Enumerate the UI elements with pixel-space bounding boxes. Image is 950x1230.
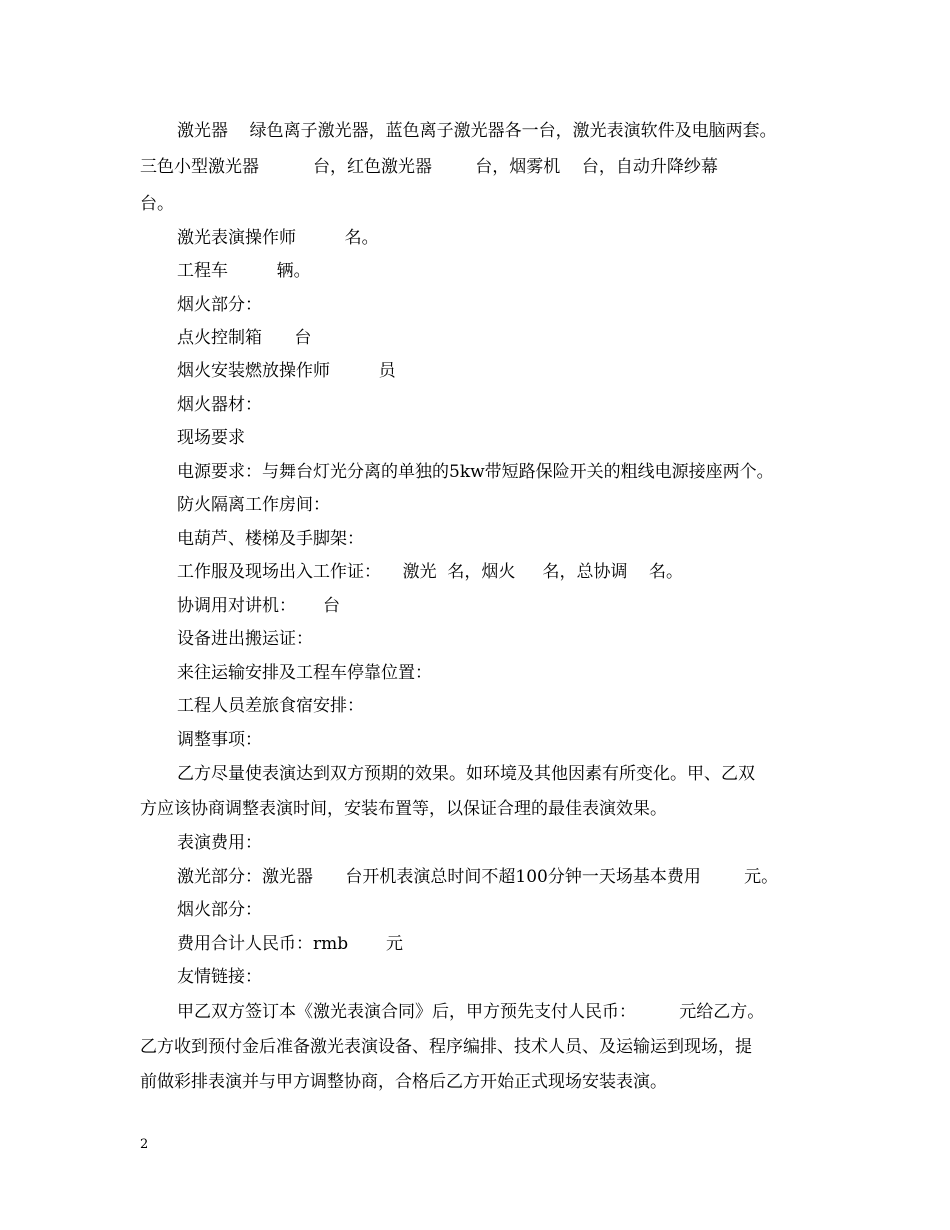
paragraph-line: 台。 (140, 194, 174, 214)
paragraph-line: 烟火安装燃放操作师 员 (177, 361, 396, 381)
paragraph-line: 工作服及现场出入工作证： 激光 名，烟火 名，总协调 名。 (177, 562, 684, 582)
paragraph-line: 费用合计人民币：rmb 元 (177, 934, 403, 954)
paragraph-line: 烟火部分： (177, 900, 262, 920)
section-heading: 现场要求 (177, 428, 245, 448)
paragraph-line: 乙方尽量使表演达到双方预期的效果。如环境及其他因素有所变化。甲、乙双 (177, 764, 755, 784)
paragraph-line: 方应该协商调整表演时间，安装布置等，以保证合理的最佳表演效果。 (140, 799, 667, 819)
paragraph-line: 工程车 辆。 (177, 261, 311, 281)
section-heading: 烟火部分： (177, 295, 262, 315)
section-heading: 调整事项： (177, 730, 262, 750)
paragraph-line: 设备进出搬运证： (177, 629, 313, 649)
section-heading: 表演费用： (177, 833, 262, 853)
paragraph-line: 电葫芦、楼梯及手脚架： (177, 529, 364, 549)
paragraph-line: 乙方收到预付金后准备激光表演设备、程序编排、技术人员、及运输运到现场，提 (140, 1037, 752, 1057)
paragraph-line: 激光器 绿色离子激光器，蓝色离子激光器各一台，激光表演软件及电脑两套。 (177, 121, 777, 141)
paragraph-line: 工程人员差旅食宿安排： (177, 696, 364, 716)
paragraph-line: 防火隔离工作房间： (177, 495, 330, 515)
paragraph-line: 前做彩排表演并与甲方调整协商，合格后乙方开始正式现场安装表演。 (140, 1072, 667, 1092)
paragraph-line: 烟火器材： (177, 395, 262, 415)
section-heading: 友情链接： (177, 967, 262, 987)
paragraph-line: 协调用对讲机： 台 (177, 596, 341, 616)
paragraph-line: 甲乙双方签订本《激光表演合同》后，甲方预先支付人民币： 元给乙方。 (177, 1002, 765, 1022)
paragraph-line: 电源要求：与舞台灯光分离的单独的5kw带短路保险开关的粗线电源接座两个。 (177, 462, 774, 482)
paragraph-line: 点火控制箱 台 (177, 328, 312, 348)
paragraph-line: 激光表演操作师 名。 (177, 228, 379, 248)
paragraph-line: 来往运输安排及工程车停靠位置： (177, 663, 432, 683)
paragraph-line: 激光部分：激光器 台开机表演总时间不超100分钟一天场基本费用 元。 (177, 867, 779, 887)
paragraph-line: 三色小型激光器 台，红色激光器 台，烟雾机 台，自动升降纱幕 (140, 157, 718, 177)
page-number: 2 (140, 1137, 149, 1152)
